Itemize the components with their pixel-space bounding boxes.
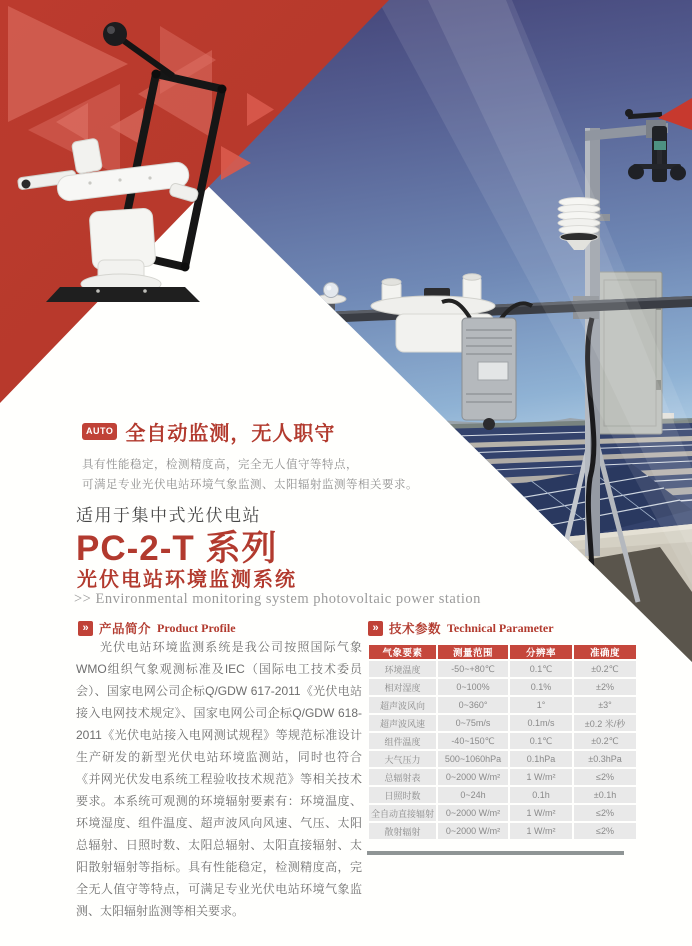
table-cell: 0~75m/s <box>438 715 508 731</box>
table-cell: ≤2% <box>574 769 636 785</box>
section-arrow-icon: » <box>78 621 93 636</box>
profile-heading-en: Product Profile <box>157 620 236 635</box>
table-row <box>369 823 636 839</box>
table-cell: 0.1℃ <box>510 733 572 749</box>
table-cell: ±2% <box>574 679 636 695</box>
product-title: 光伏电站环境监测系统 <box>77 569 297 591</box>
table-cell: ±0.1h <box>574 787 636 803</box>
header-row <box>369 645 636 659</box>
column-header: 准确度 <box>574 645 636 659</box>
data-logger-box <box>462 318 516 430</box>
table-cell: 0~100% <box>438 679 508 695</box>
table-cell: ≤2% <box>574 823 636 839</box>
table-cell: 1 W/m² <box>510 805 572 821</box>
tracker-body <box>17 138 200 302</box>
table-row <box>369 733 636 749</box>
parameter-table-body <box>369 661 636 839</box>
table-row <box>369 769 636 785</box>
table-cell: -50~+80℃ <box>438 661 508 677</box>
series-title: PC-2-T 系列 <box>76 529 278 568</box>
feature-line: 具有性能稳定，检测精度高，完全无人值守等特点， <box>82 459 358 471</box>
sun-tracker-photo <box>0 0 320 430</box>
column-header: 分辨率 <box>510 645 572 659</box>
table-cell: 超声波风向 <box>369 697 436 713</box>
auto-headline: 全自动监测，无人职守 <box>125 423 336 445</box>
section-arrow-icon: » <box>368 621 383 636</box>
table-cell: ±0.3hPa <box>574 751 636 767</box>
profile-heading-cn: 产品简介 <box>99 622 152 636</box>
table-cell: 环境温度 <box>369 661 436 677</box>
table-cell: ≤2% <box>574 805 636 821</box>
table-cell: 1° <box>510 697 572 713</box>
auto-headline-row <box>82 417 335 446</box>
table-row <box>369 697 636 713</box>
auto-badge: AUTO <box>82 423 117 440</box>
wind-sensor-assembly <box>585 98 692 182</box>
table-cell: 0.1% <box>510 679 572 695</box>
table-cell: 500~1060hPa <box>438 751 508 767</box>
table-cell: 0~2000 W/m² <box>438 823 508 839</box>
table-cell: 1 W/m² <box>510 823 572 839</box>
table-cell: 0.1℃ <box>510 661 572 677</box>
parameter-table-head <box>369 645 636 659</box>
table-cell: 超声波风速 <box>369 715 436 731</box>
table-cell: 0~24h <box>438 787 508 803</box>
table-cell: ±3° <box>574 697 636 713</box>
table-row <box>369 679 636 695</box>
pyranometer-dome <box>316 283 346 313</box>
table-cell: 日照时数 <box>369 787 436 803</box>
table-cell: ±0.2℃ <box>574 733 636 749</box>
table-cell: 0.1m/s <box>510 715 572 731</box>
table-cell: 组件温度 <box>369 733 436 749</box>
profile-section-header <box>78 619 236 637</box>
table-row <box>369 661 636 677</box>
params-section-header <box>368 619 554 637</box>
table-row <box>369 787 636 803</box>
table-cell: ±0.2 米/秒 <box>574 715 636 731</box>
table-cell: 0~360° <box>438 697 508 713</box>
subtitle-english: >> Environmental monitoring system photovoltaic power station <box>74 591 481 607</box>
table-cell: 1 W/m² <box>510 769 572 785</box>
params-heading-cn: 技术参数 <box>389 622 442 636</box>
table-row <box>369 805 636 821</box>
table-cell: 散射辐射 <box>369 823 436 839</box>
table-cell: 0.1hPa <box>510 751 572 767</box>
table-cell: 0.1h <box>510 787 572 803</box>
table-cell: 0~2000 W/m² <box>438 805 508 821</box>
column-header: 气象要素 <box>369 645 436 659</box>
table-cell: 大气压力 <box>369 751 436 767</box>
feature-description <box>82 455 418 495</box>
table-cell: -40~150℃ <box>438 733 508 749</box>
table-cell: 0~2000 W/m² <box>438 769 508 785</box>
table-cell: ±0.2℃ <box>574 661 636 677</box>
profile-paragraph: 光伏电站环境监测系统是我公司按照国际气象WMO组织气象观测标准及IEC（国际电工技术委员会）、国家电网公司企标Q/GDW 617-2011《光伏电站接入电网技术规定》、国家电网公司企标Q/GDW 618-2011《光伏电站接入电网测试规程》等规范标准设计生产研发的新型光伏电站环境监测站，同时也符合《并网光伏发电系统工程验收技术规范》等相关技术要求。本系统可观测的环境辐射要素有：环境温度、环境湿度、组件温度、超声波风向风速、气压、太阳总辐射、日照时数、太阳总辐射、太阳直接辐射、太阳散射辐射等指标。具有性能稳定，检测精度高，完全无人值守等特点，可满足专业光伏电站环境气象监测、太阳辐射监测等相关要求。 <box>76 640 362 918</box>
params-heading-en: Technical Parameter <box>447 620 554 635</box>
feature-line: 可满足专业光伏电站环境气象监测、太阳辐射监测等相关要求。 <box>82 479 418 491</box>
tracker-shading-ball <box>103 22 173 76</box>
table-cell: 相对湿度 <box>369 679 436 695</box>
applicable-scope: 适用于集中式光伏电站 <box>76 506 261 525</box>
table-cell: 总辐射表 <box>369 769 436 785</box>
column-header: 测量范围 <box>438 645 508 659</box>
table-cell: 全自动直接辐射 <box>369 805 436 821</box>
table-row <box>369 751 636 767</box>
table-row <box>369 715 636 731</box>
table-bottom-bar <box>367 851 624 855</box>
parameter-table <box>367 643 638 841</box>
